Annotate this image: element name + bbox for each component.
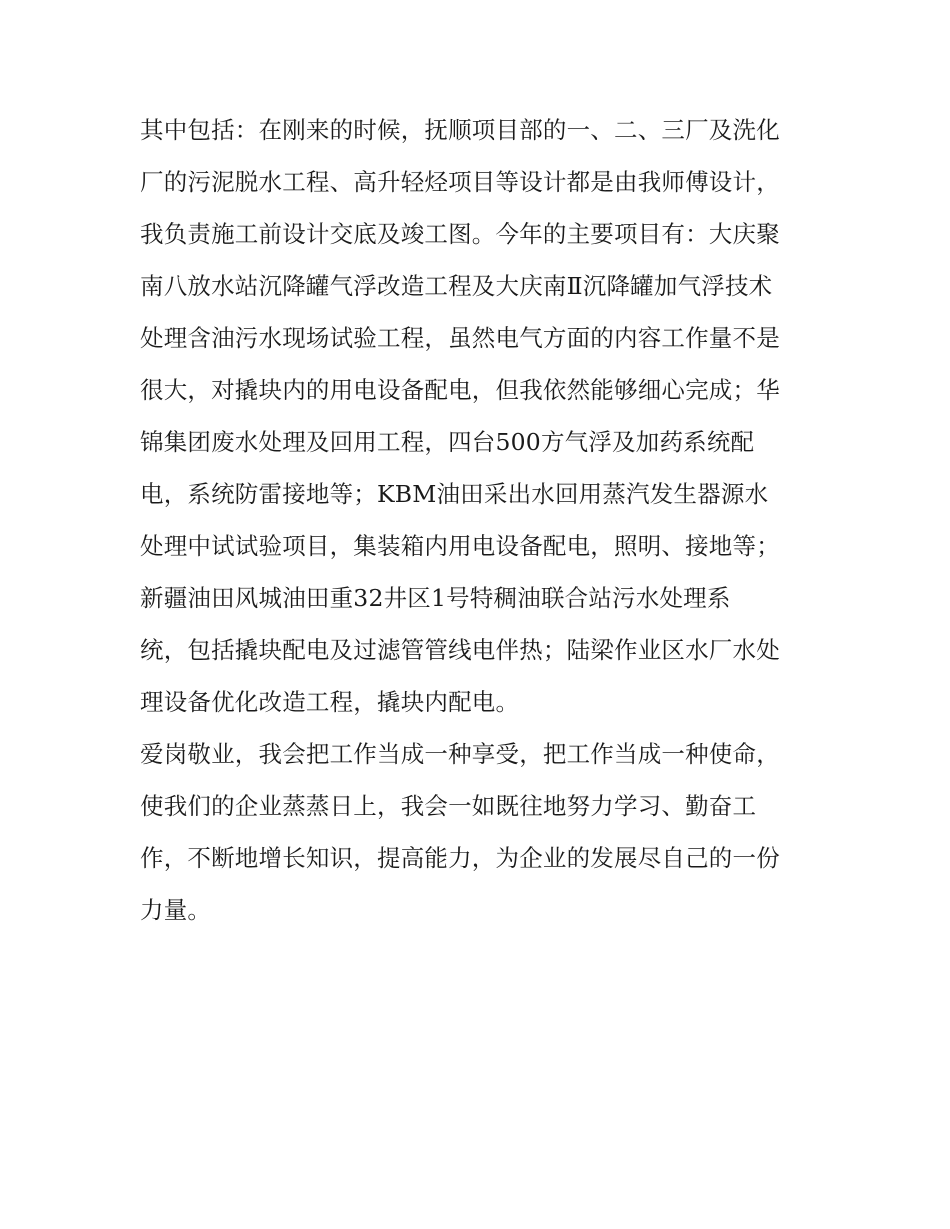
text-line: 厂的污泥脱水工程、高升轻烃项目等设计都是由我师傅设计，: [140, 168, 780, 196]
text-line: 其中包括：在刚来的时候，抚顺项目部的一、二、三厂及洗化: [140, 116, 780, 144]
text-line: 爱岗敬业，我会把工作当成一种享受，把工作当成一种使命，: [140, 740, 780, 768]
text-line: 作，不断地增长知识，提高能力，为企业的发展尽自己的一份: [140, 844, 780, 872]
text-line: 电，系统防雷接地等；KBM油田采出水回用蒸汽发生器源水: [140, 480, 769, 508]
body-text: [140, 104, 820, 936]
text-line: 处理含油污水现场试验工程，虽然电气方面的内容工作量不是: [140, 324, 780, 352]
text-line: 锦集团废水处理及回用工程，四台500方气浮及加药系统配: [140, 428, 755, 456]
text-line: 力量。: [140, 896, 212, 924]
text-line: 统，包括撬块配电及过滤管管线电伴热；陆梁作业区水厂水处: [140, 636, 780, 664]
text-line: 很大，对撬块内的用电设备配电，但我依然能够细心完成；华: [140, 376, 780, 404]
text-line: 处理中试试验项目，集装箱内用电设备配电，照明、接地等；: [140, 532, 780, 560]
text-line: 我负责施工前设计交底及竣工图。今年的主要项目有：大庆聚: [140, 220, 780, 248]
text-line: 使我们的企业蒸蒸日上，我会一如既往地努力学习、勤奋工: [140, 792, 757, 820]
text-line: 理设备优化改造工程，撬块内配电。: [140, 688, 520, 716]
text-line: 南八放水站沉降罐气浮改造工程及大庆南Ⅱ沉降罐加气浮技术: [140, 272, 773, 300]
text-line: 新疆油田风城油田重32井区1号特稠油联合站污水处理系: [140, 584, 731, 612]
